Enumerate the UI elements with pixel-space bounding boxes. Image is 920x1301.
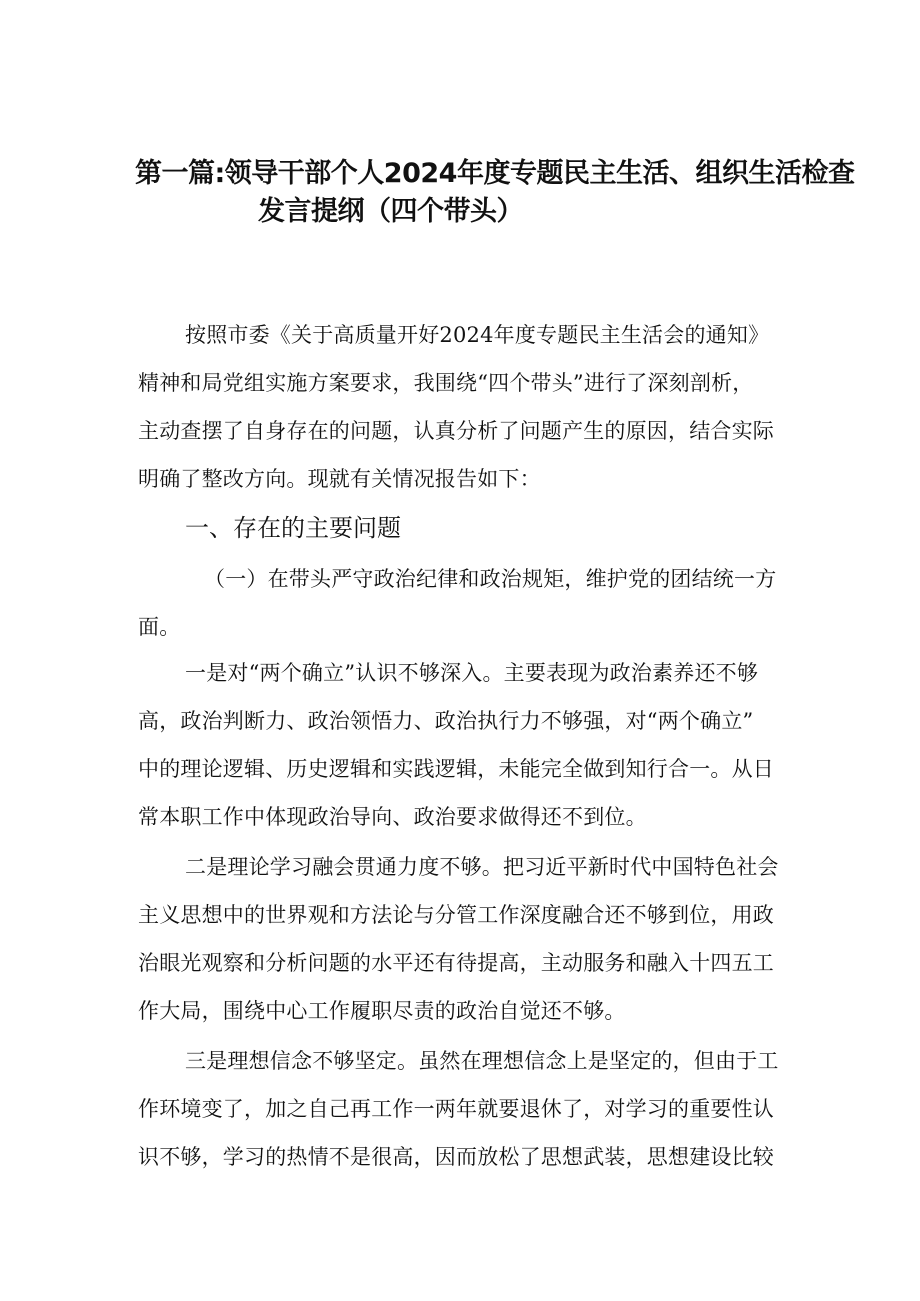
section-heading: 一、存在的主要问题 (185, 514, 401, 542)
subheading-line-1: （一）在带头严守政治纪律和政治规矩，维护党的团结统一方 (204, 567, 777, 591)
para2-line-3: 治眼光观察和分析问题的水平还有待提高，主动服务和融入十四五工 (138, 951, 774, 975)
para1-line-4: 常本职工作中体现政治导向、政治要求做得还不到位。 (138, 805, 647, 829)
para3-line-2: 作环境变了，加之自己再工作一两年就要退休了，对学习的重要性认 (138, 1097, 774, 1121)
intro-line-3: 主动查摆了自身存在的问题，认真分析了问题产生的原因，结合实际 (138, 419, 774, 443)
intro-line-2: 精神和局党组实施方案要求，我围绕“四个带头”进行了深刻剖析， (138, 371, 754, 395)
para1-line-3: 中的理论逻辑、历史逻辑和实践逻辑，未能完全做到知行合一。从日 (138, 757, 774, 781)
para1-line-2: 高，政治判断力、政治领悟力、政治执行力不够强，对“两个确立” (138, 709, 754, 733)
para3-line-3: 识不够，学习的热情不是很高，因而放松了思想武装，思想建设比较 (138, 1145, 774, 1169)
para2-line-2: 主义思想中的世界观和方法论与分管工作深度融合还不够到位，用政 (138, 903, 774, 927)
intro-line-1: 按照市委《关于高质量开好2024年度专题民主生活会的通知》 (185, 323, 770, 347)
document-title-line-2: 发言提纲（四个带头） (258, 196, 523, 227)
para1-line-1: 一是对“两个确立”认识不够深入。主要表现为政治素养还不够 (185, 661, 759, 685)
document-title-line-1: 第一篇:领导干部个人2024年度专题民主生活、组织生活检查 (135, 158, 855, 189)
intro-line-4: 明确了整改方向。现就有关情况报告如下： (138, 467, 541, 491)
para2-line-1: 二是理论学习融会贯通力度不够。把习近平新时代中国特色社会 (185, 855, 779, 879)
para3-line-1: 三是理想信念不够坚定。虽然在理想信念上是坚定的，但由于工 (185, 1049, 779, 1073)
para2-line-4: 作大局，围绕中心工作履职尽责的政治自觉还不够。 (138, 999, 626, 1023)
subheading-line-2: 面。 (138, 615, 181, 639)
